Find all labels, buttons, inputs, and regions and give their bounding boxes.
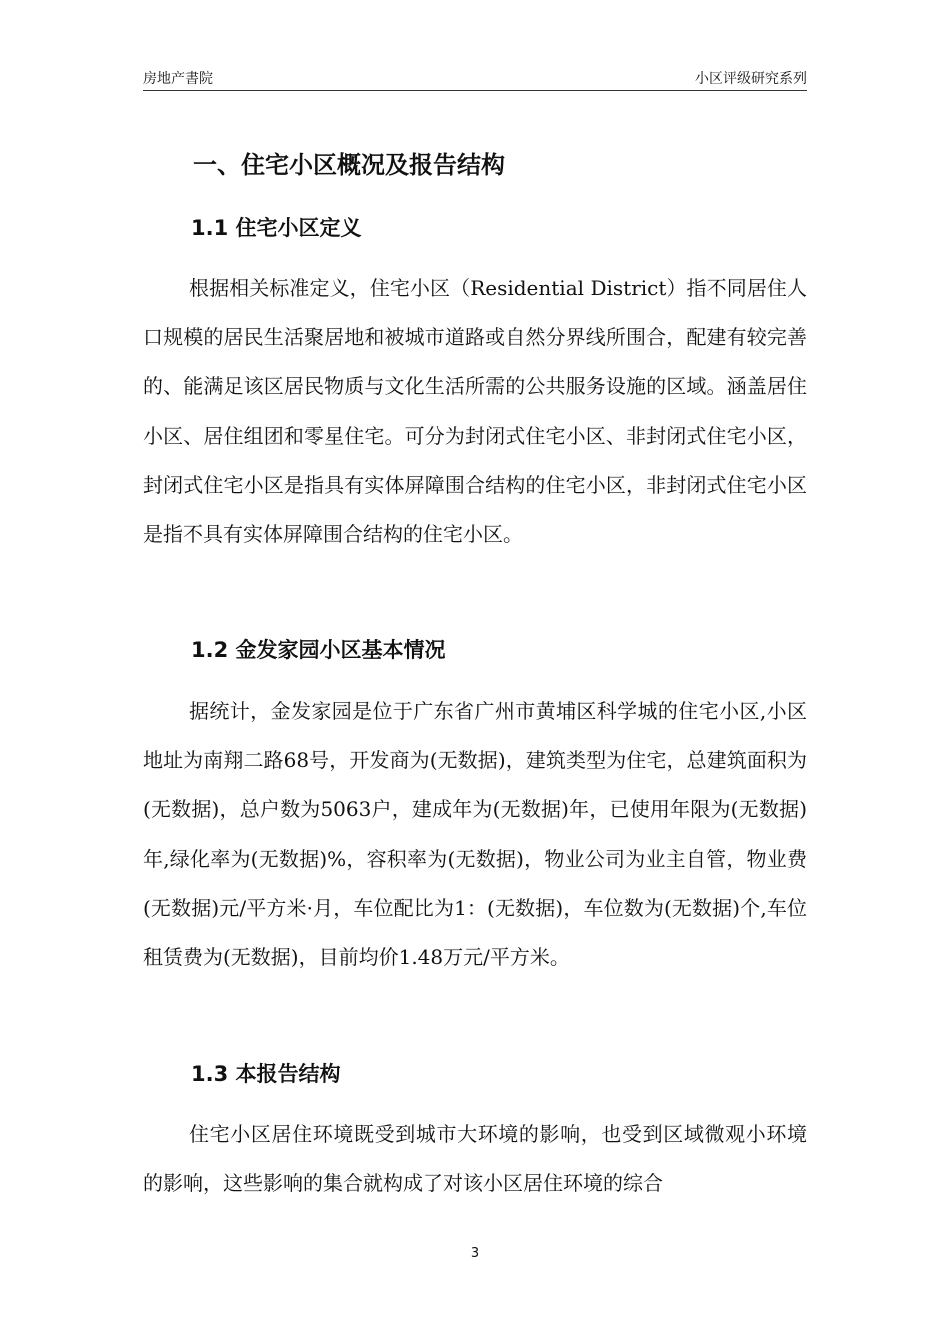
section-heading-1-1: 1.1 住宅小区定义 (191, 216, 362, 240)
page-number: 3 (470, 1246, 480, 1261)
section-paragraph-1-3: 住宅小区居住环境既受到城市大环境的影响，也受到区域微观小环境的影响，这些影响的集合就构成了对该小区居住环境的综合 (143, 1122, 807, 1196)
header-publisher: 房地产書院 (143, 71, 213, 87)
section-heading-1-2: 1.2 金发家园小区基本情况 (191, 638, 446, 662)
chapter-title: 一、住宅小区概况及报告结构 (193, 151, 505, 179)
section-paragraph-1-1: 根据相关标准定义，住宅小区（Residential District）指不同居住人口规模的居民生活聚居地和被城市道路或自然分界线所围合，配建有较完善的、能满足该区居民物质与文化生活所需的公共服务设施的区域。涵盖居住小区、居住组团和零星住宅。可分为封闭式住宅小区、非封闭式住宅小区，封闭式住宅小区是指具有实体屏障围合结构的住宅小区，非封闭式住宅小区是指不具有实体屏障围合结构的住宅小区。 (143, 276, 807, 547)
section-heading-1-3: 1.3 本报告结构 (191, 1062, 341, 1086)
section-paragraph-1-2: 据统计，金发家园是位于广东省广州市黄埔区科学城的住宅小区,小区地址为南翔二路68号，开发商为(无数据)，建筑类型为住宅，总建筑面积为(无数据)，总户数为5063户，建成年为(无数据)年，已使用年限为(无数据)年,绿化率为(无数据)%，容积率为(无数据)，物业公司为业主自管，物业费(无数据)元/平方米·月，车位配比为1：(无数据)，车位数为(无数据)个,车位租赁费为(无数据)，目前均价1.48万元/平方米。 (143, 699, 807, 970)
header-series-title: 小区评级研究系列 (695, 71, 807, 87)
page-header (143, 66, 807, 91)
